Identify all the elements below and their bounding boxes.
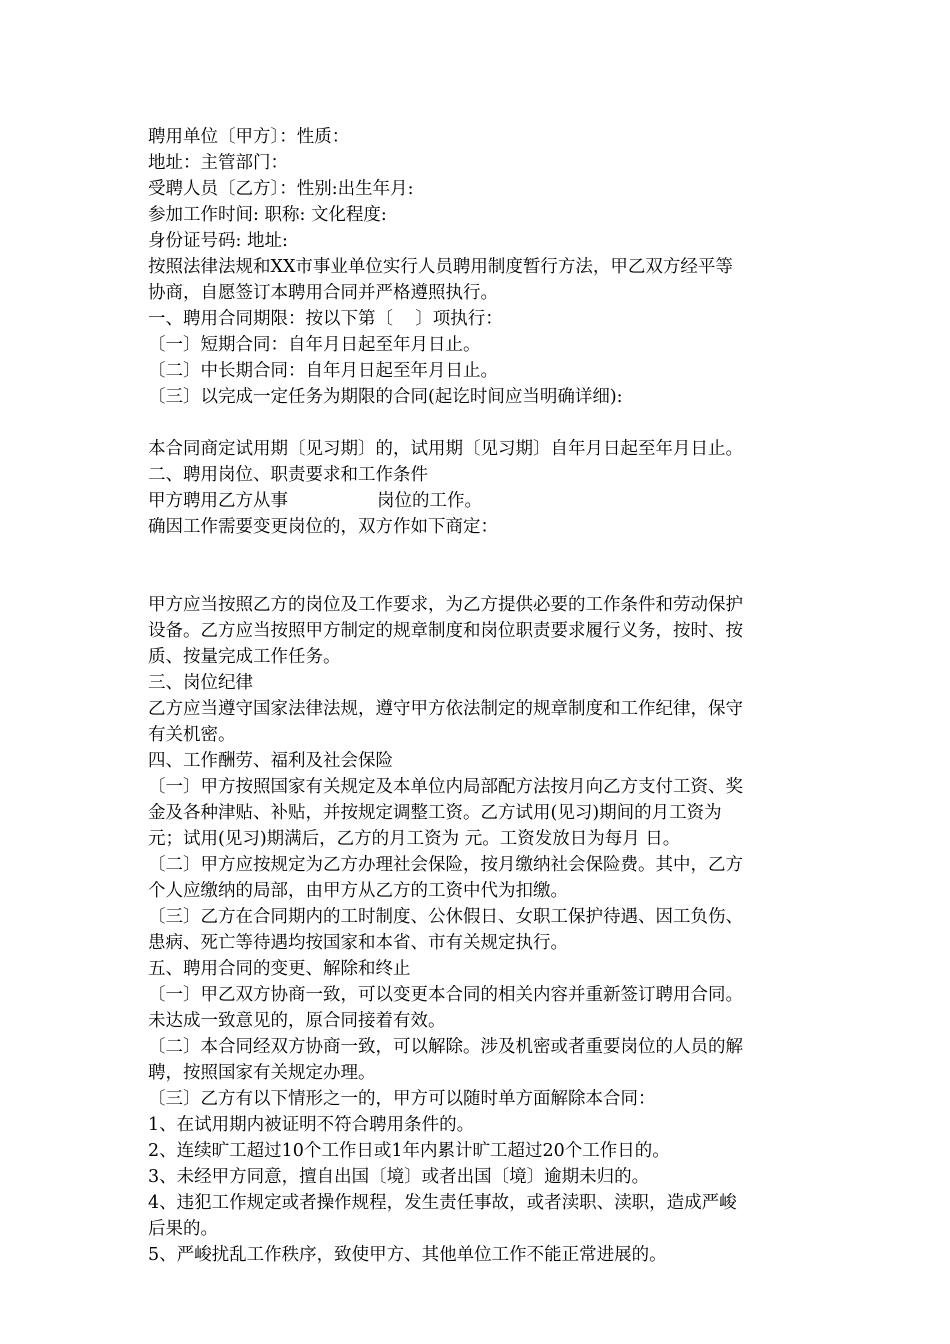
body-line: 聘，按照国家有关规定办理。 — [148, 1063, 376, 1083]
clause-line: 〔三〕以完成一定任务为期限的合同(起讫时间应当明确详细): — [148, 387, 623, 407]
body-line: 设备。乙方应当按照甲方制定的规章制度和岗位职责要求履行义务，按时、按 — [148, 621, 743, 641]
list-item: 2、连续旷工超过10个工作日或1年内累计旷工超过20个工作日的。 — [148, 1141, 670, 1161]
body-line: 〔三〕乙方有以下情形之一的，甲方可以随时单方面解除本合同： — [148, 1089, 656, 1109]
list-item: 3、未经甲方同意，擅自出国〔境〕或者出国〔境〕逾期未归的。 — [148, 1167, 650, 1187]
clause-line: 〔一〕短期合同：自年月日起至年月日止。 — [148, 335, 481, 355]
section-heading: 二、聘用岗位、职责要求和工作条件 — [148, 465, 428, 485]
clause-line: 〔二〕中长期合同：自年月日起至年月日止。 — [148, 361, 498, 381]
body-line: 〔一〕甲乙双方协商一致，可以变更本合同的相关内容并重新签订聘用合同。 — [148, 985, 743, 1005]
body-line: 乙方应当遵守国家法律法规，遵守甲方依法制定的规章制度和工作纪律，保守 — [148, 699, 743, 719]
body-line: 患病、死亡等待遇均按国家和本省、市有关规定执行。 — [148, 933, 568, 953]
blank-line — [148, 410, 808, 436]
body-line: 金及各种津贴、补贴，并按规定调整工资。乙方试用(见习)期间的月工资为 — [148, 803, 722, 823]
body-line: 个人应缴纳的局部，由甲方从乙方的工资中代为扣缴。 — [148, 881, 568, 901]
clause-line: 确因工作需要变更岗位的，双方作如下商定： — [148, 517, 498, 537]
clause-line: 甲方聘用乙方从事 岗位的工作。 — [148, 491, 483, 511]
body-line: 有关机密。 — [148, 725, 236, 745]
list-item: 后果的。 — [148, 1219, 218, 1239]
header-line-work-start: 参加工作时间: 职称: 文化程度: — [148, 205, 387, 225]
section-heading: 一、聘用合同期限：按以下第〔 〕项执行： — [148, 309, 503, 329]
header-line-employee: 受聘人员〔乙方〕：性别:出生年月: — [148, 179, 414, 199]
probation-line: 本合同商定试用期〔见习期〕的，试用期〔见习期〕自年月日起至年月日止。 — [148, 439, 743, 459]
body-line: 元；试用(见习)期满后，乙方的月工资为 元。工资发放日为每月 日。 — [148, 829, 681, 849]
body-line: 质、按量完成工作任务。 — [148, 647, 341, 667]
intro-line: 按照法律法规和XX市事业单位实行人员聘用制度暂行方法，甲乙双方经平等 — [148, 257, 733, 277]
body-line: 〔二〕本合同经双方协商一致，可以解除。涉及机密或者重要岗位的人员的解 — [148, 1037, 743, 1057]
section-heading: 五、聘用合同的变更、解除和终止 — [148, 959, 411, 979]
section-heading: 三、岗位纪律 — [148, 673, 253, 693]
list-item: 4、违犯工作规定或者操作规程，发生责任事故，或者渎职、渎职，造成严峻 — [148, 1193, 737, 1213]
blank-space — [148, 540, 808, 592]
section-heading: 四、工作酬劳、福利及社会保险 — [148, 751, 393, 771]
body-line: 甲方应当按照乙方的岗位及工作要求，为乙方提供必要的工作条件和劳动保护 — [148, 595, 743, 615]
header-line-id-number: 身份证号码: 地址: — [148, 231, 288, 251]
body-line: 〔三〕乙方在合同期内的工时制度、公休假日、女职工保护待遇、因工负伤、 — [148, 907, 743, 927]
body-line: 〔二〕甲方应按规定为乙方办理社会保险，按月缴纳社会保险费。其中，乙方 — [148, 855, 743, 875]
body-line: 〔一〕甲方按照国家有关规定及本单位内局部配方法按月向乙方支付工资、奖 — [148, 777, 743, 797]
intro-line: 协商，自愿签订本聘用合同并严格遵照执行。 — [148, 283, 498, 303]
contract-body — [148, 124, 808, 1268]
header-line-employer: 聘用单位〔甲方〕：性质： — [148, 127, 350, 147]
list-item: 1、在试用期内被证明不符合聘用条件的。 — [148, 1115, 475, 1135]
header-line-address: 地址：主管部门： — [148, 153, 288, 173]
list-item: 5、严峻扰乱工作秩序，致使甲方、其他单位工作不能正常进展的。 — [148, 1245, 667, 1265]
body-line: 未达成一致意见的，原合同接着有效。 — [148, 1011, 446, 1031]
